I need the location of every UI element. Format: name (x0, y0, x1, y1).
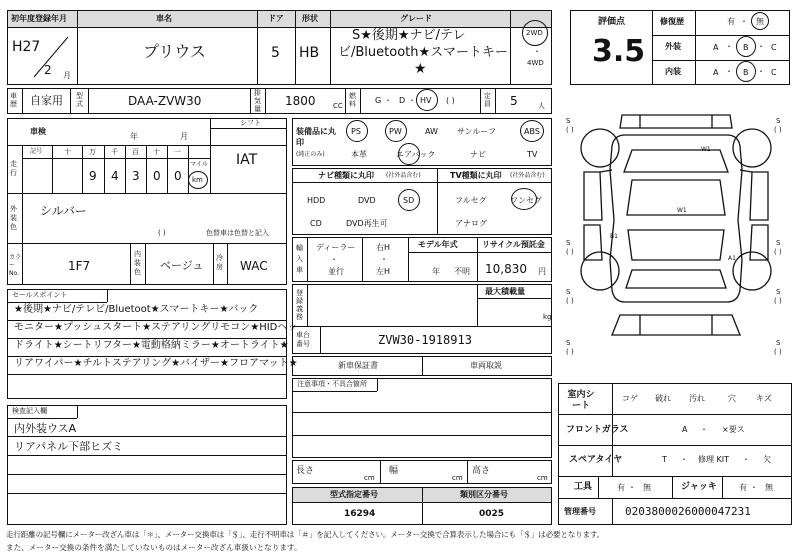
sign-label: 記号 (30, 148, 43, 155)
mileage-label: 走行 (10, 160, 17, 177)
exterior-b: B (743, 43, 749, 52)
jack-yes: 有 (739, 483, 747, 492)
tools-no: 無 (643, 483, 651, 492)
interior-a: A (713, 68, 719, 77)
interior-color: ベージュ (160, 259, 204, 272)
digit-label-4: 十 (153, 148, 160, 156)
car-outline (560, 110, 792, 370)
notes-label: 注意事項・不具合箇所 (297, 380, 367, 388)
dimensions-box (292, 460, 552, 484)
windshield-a: A (682, 425, 688, 434)
recycle-unit: 円 (538, 267, 546, 276)
inspector-line-0: 内外装ウスA (14, 422, 77, 435)
windshield-dot: ・ (700, 425, 708, 434)
inspection-month: 月 (180, 132, 188, 141)
dot: ・ (725, 67, 733, 76)
dot: ・ (725, 42, 733, 51)
frame-label: 車台番号 (296, 331, 310, 348)
navi-sub: (社外品含む) (386, 172, 421, 179)
equip-abs: ABS (524, 127, 540, 136)
equip-airbag: エアバック (396, 150, 436, 159)
navi-sd: SD (403, 196, 415, 205)
import-left: 左H (376, 267, 391, 276)
registration-label: 登録義務 (296, 289, 303, 321)
fuel-g: G (375, 96, 382, 105)
dot: ・ (380, 255, 388, 264)
digit-label-5: 一 (174, 148, 181, 156)
s-paren-bbr: ( ) (774, 348, 782, 356)
length-unit: cm (364, 474, 375, 482)
sales-line-1: モニター★プッシュスタート★ステアリングリモコン★HIDヘッ (14, 322, 298, 333)
mileage-digit-3: 0 (153, 169, 161, 183)
equip-ps: PS (351, 127, 361, 136)
navi-dvd-play: DVD再生可 (346, 219, 388, 228)
exterior-label: 外装 (665, 42, 681, 51)
car-diagram (560, 110, 792, 370)
reg-month: 2 (44, 63, 52, 77)
damage-mark-a1: A1 (728, 255, 736, 262)
km-label: km (192, 176, 203, 184)
equipment-label: 装備品に丸印 (296, 127, 336, 147)
class-code-label: 類別区分番号 (460, 490, 508, 499)
fuel-label: 燃料 (349, 92, 356, 108)
windshield-label: フロントガラス (566, 425, 629, 435)
capacity: 5 (510, 94, 518, 108)
color-paren: ( ) (158, 229, 166, 237)
seat-burn: コゲ (622, 394, 638, 403)
import-right: 右H (376, 243, 391, 252)
sales-label: セールスポイント (12, 291, 68, 299)
equip-pw: PW (389, 127, 402, 136)
tools-label: 工具 (574, 482, 593, 492)
ac: WAC (240, 259, 268, 273)
dot: ・ (740, 17, 748, 26)
seat-scratch: キズ (756, 394, 772, 403)
first-reg-label: 初年度登録年月 (11, 14, 67, 23)
s-paren-br: ( ) (774, 297, 782, 305)
s-paren-tl: ( ) (566, 126, 574, 134)
exterior-a: A (713, 43, 719, 52)
s-paren-ml: ( ) (566, 248, 574, 256)
dot: ・ (750, 483, 758, 492)
height-unit: cm (537, 474, 548, 482)
s-mark-bbl: S (566, 339, 571, 347)
doors-label: ドア (268, 14, 284, 23)
interior-label: 内装 (665, 67, 681, 76)
s-mark-bbr: S (776, 339, 781, 347)
drive-2wd: 2WD (526, 29, 543, 37)
score-value: 3.5 (592, 34, 646, 69)
navi-hdd: HDD (307, 196, 326, 205)
length-label: 長さ (296, 466, 315, 476)
color-no-label: カラーNo. (9, 254, 22, 277)
notes-box (292, 378, 552, 458)
color-note: 色替車は色替と記入 (206, 229, 269, 237)
dot: ・ (408, 96, 416, 105)
digit-label-2: 千 (111, 148, 118, 156)
windshield-x: ×要ス (722, 425, 745, 434)
tv-label: TV種類に丸印 (450, 171, 502, 180)
shift-label: シフト (240, 119, 261, 127)
digit-label-3: 百 (132, 148, 139, 156)
color-no: 1F7 (68, 259, 91, 273)
spare-dot1: ・ (680, 455, 688, 464)
repair-yes: 有 (727, 17, 735, 26)
dot: ・ (757, 67, 765, 76)
s-paren-bl: ( ) (566, 297, 574, 305)
doors: 5 (271, 45, 280, 61)
sales-line-3: リアワイパー★チルトステアリング★バイザー★フロアマット★ (14, 358, 298, 369)
spare-dot2: ・ (742, 455, 750, 464)
digit-label-0: 十 (64, 148, 71, 156)
displacement-label: 排気量 (254, 89, 261, 113)
frame-number: ZVW30-1918913 (378, 333, 472, 347)
damage-mark-w1-roof: W1 (677, 207, 687, 214)
capacity-unit: 人 (538, 102, 545, 110)
footer-line2: また、メーター交換の条件を満たしていないものはメーター改ざん車扱いとなります。 (6, 543, 302, 552)
s-mark-mr: S (776, 239, 781, 247)
jack-no: 無 (765, 483, 773, 492)
month-unit: 月 (63, 71, 71, 80)
drive-4wd: 4WD (527, 59, 544, 67)
vehicle-manual: 車両取説 (470, 361, 502, 370)
color-label: 外装色 (10, 205, 17, 231)
digit-label-1: 万 (89, 148, 96, 156)
shift: IAT (236, 152, 258, 168)
score-label: 評価点 (598, 17, 626, 27)
mgmt-label: 管理番号 (564, 507, 596, 516)
cc-unit: CC (333, 102, 343, 110)
capacity-label: 定員 (484, 92, 491, 108)
spare-kit: 修理 KIT (698, 455, 730, 464)
mileage-digit-1: 4 (111, 169, 119, 183)
import-parallel: 並行 (328, 267, 344, 276)
spare-t: T (662, 455, 667, 464)
mileage-digit-0: 9 (89, 169, 97, 183)
mileage-digit-2: 3 (132, 169, 140, 183)
repair-label: 修復歴 (660, 17, 684, 26)
fuel-paren: ( ) (446, 96, 455, 105)
car-name: プリウス (143, 42, 206, 61)
seat-hole: 穴 (728, 394, 736, 403)
import-label: 輸入車 (296, 244, 303, 274)
usage: 自家用 (30, 94, 63, 107)
dot: ・ (628, 483, 636, 492)
width-unit: cm (452, 474, 463, 482)
navi-dvd: DVD (358, 196, 376, 205)
car-name-label: 車名 (156, 14, 172, 23)
inspector-line-1: リアパネル下部ヒズミ (14, 440, 124, 453)
seat-label: 室内シート (567, 390, 595, 411)
fuel-hv: HV (420, 96, 432, 105)
era-year: H27 (12, 39, 41, 55)
interior-color-label: 内装色 (134, 250, 141, 276)
import-dealer: ディーラー (316, 243, 356, 252)
width-label: 幅 (389, 466, 399, 476)
grade-line3: ★ (414, 61, 427, 77)
s-mark-bl: S (566, 288, 571, 296)
max-load-label: 最大積載量 (485, 287, 525, 296)
model-label: 型式 (76, 92, 83, 108)
seat-tear: 破れ (655, 394, 671, 403)
dot: ・ (757, 42, 765, 51)
equip-tv: TV (527, 150, 538, 159)
s-paren-bbl: ( ) (566, 348, 574, 356)
body-type-label: 形状 (302, 14, 318, 23)
footer-line1: 走行距離の記号欄にメーター改ざん車は「＊」、メーター交換車は「＄」、走行不明車は「＃」を記入してください。メーター交換で合算表示した場合にも「＄」は必要となります。 (6, 530, 605, 539)
equip-aw: AW (425, 127, 438, 136)
damage-mark-b1: B1 (610, 233, 618, 240)
sales-line-0: ★後期★ナビ/テレビ/Bluetoot★スマートキー★バック (14, 304, 259, 315)
mile-label: マイル (190, 161, 208, 168)
spare-label: スペアタイヤ (569, 455, 623, 465)
recycle-amount: 10,830 (485, 262, 527, 276)
ac-label: 冷房 (216, 254, 223, 271)
model: DAA-ZVW30 (128, 94, 202, 108)
seat-stain: 汚れ (689, 394, 705, 403)
tv-oneseg: ワンセグ (510, 196, 542, 205)
s-mark-tr: S (776, 117, 781, 125)
inspection-label: 車検 (30, 127, 46, 136)
s-paren-tr: ( ) (774, 126, 782, 134)
tools-yes: 有 (617, 483, 625, 492)
type-code-label: 型式指定番号 (330, 490, 378, 499)
tv-sub: (社外品含む) (510, 172, 545, 179)
new-car-warranty: 新車保証書 (338, 361, 378, 370)
equipment-sub: (純正のみ) (296, 151, 325, 158)
body-type: HB (299, 45, 320, 61)
dot: ・ (533, 47, 541, 56)
displacement: 1800 (285, 94, 316, 108)
exterior-color: シルバー (40, 204, 87, 218)
model-year-year: 年 (432, 267, 440, 276)
grade-label: グレード (400, 14, 432, 23)
navi-label: ナビ種類に丸印 (318, 171, 374, 180)
kg-unit: kg (543, 313, 552, 321)
fuel-d: D (399, 96, 406, 105)
damage-mark-w1-front: W1 (701, 146, 711, 153)
s-paren-mr: ( ) (774, 248, 782, 256)
tv-fullseg: フルセグ (455, 196, 487, 205)
jack-label: ジャッキ (681, 482, 717, 492)
model-year-value: 不明 (454, 267, 470, 276)
model-year-label: モデル年式 (418, 240, 458, 249)
s-mark-br: S (776, 288, 781, 296)
s-mark-ml: S (566, 239, 571, 247)
mileage-digit-4: 0 (174, 169, 182, 183)
navi-cd: CD (310, 219, 322, 228)
dot: ・ (384, 96, 392, 105)
grade-line2: ビ/Bluetooth★スマートキー (338, 45, 508, 60)
equip-sunroof: サンルーフ (457, 127, 496, 136)
equip-leather: 本革 (351, 150, 367, 159)
spare-none: 欠 (763, 455, 771, 464)
repair-no: 無 (756, 17, 764, 26)
inspector-label: 検査記入欄 (12, 407, 47, 415)
interior-c: C (771, 68, 777, 77)
usage-label: 車歴 (10, 92, 17, 108)
grade-line1: S★後期★ナビ/テレ (352, 28, 466, 43)
sales-line-2: ドライト★シートリフター★電動格納ミラー★オートライト★ (14, 340, 289, 351)
equip-navi: ナビ (470, 150, 486, 159)
exterior-c: C (771, 43, 777, 52)
interior-b: B (743, 68, 749, 77)
height-label: 高さ (472, 466, 491, 476)
s-mark-tl: S (566, 117, 571, 125)
class-code: 0025 (479, 509, 505, 519)
tv-analog: アナログ (455, 219, 487, 228)
dot: ・ (330, 255, 338, 264)
mgmt-number: 0203800026000047231 (625, 505, 751, 518)
type-code: 16294 (344, 509, 376, 519)
recycle-label: リサイクル預託金 (482, 240, 545, 249)
inspection-year: 年 (130, 132, 138, 141)
